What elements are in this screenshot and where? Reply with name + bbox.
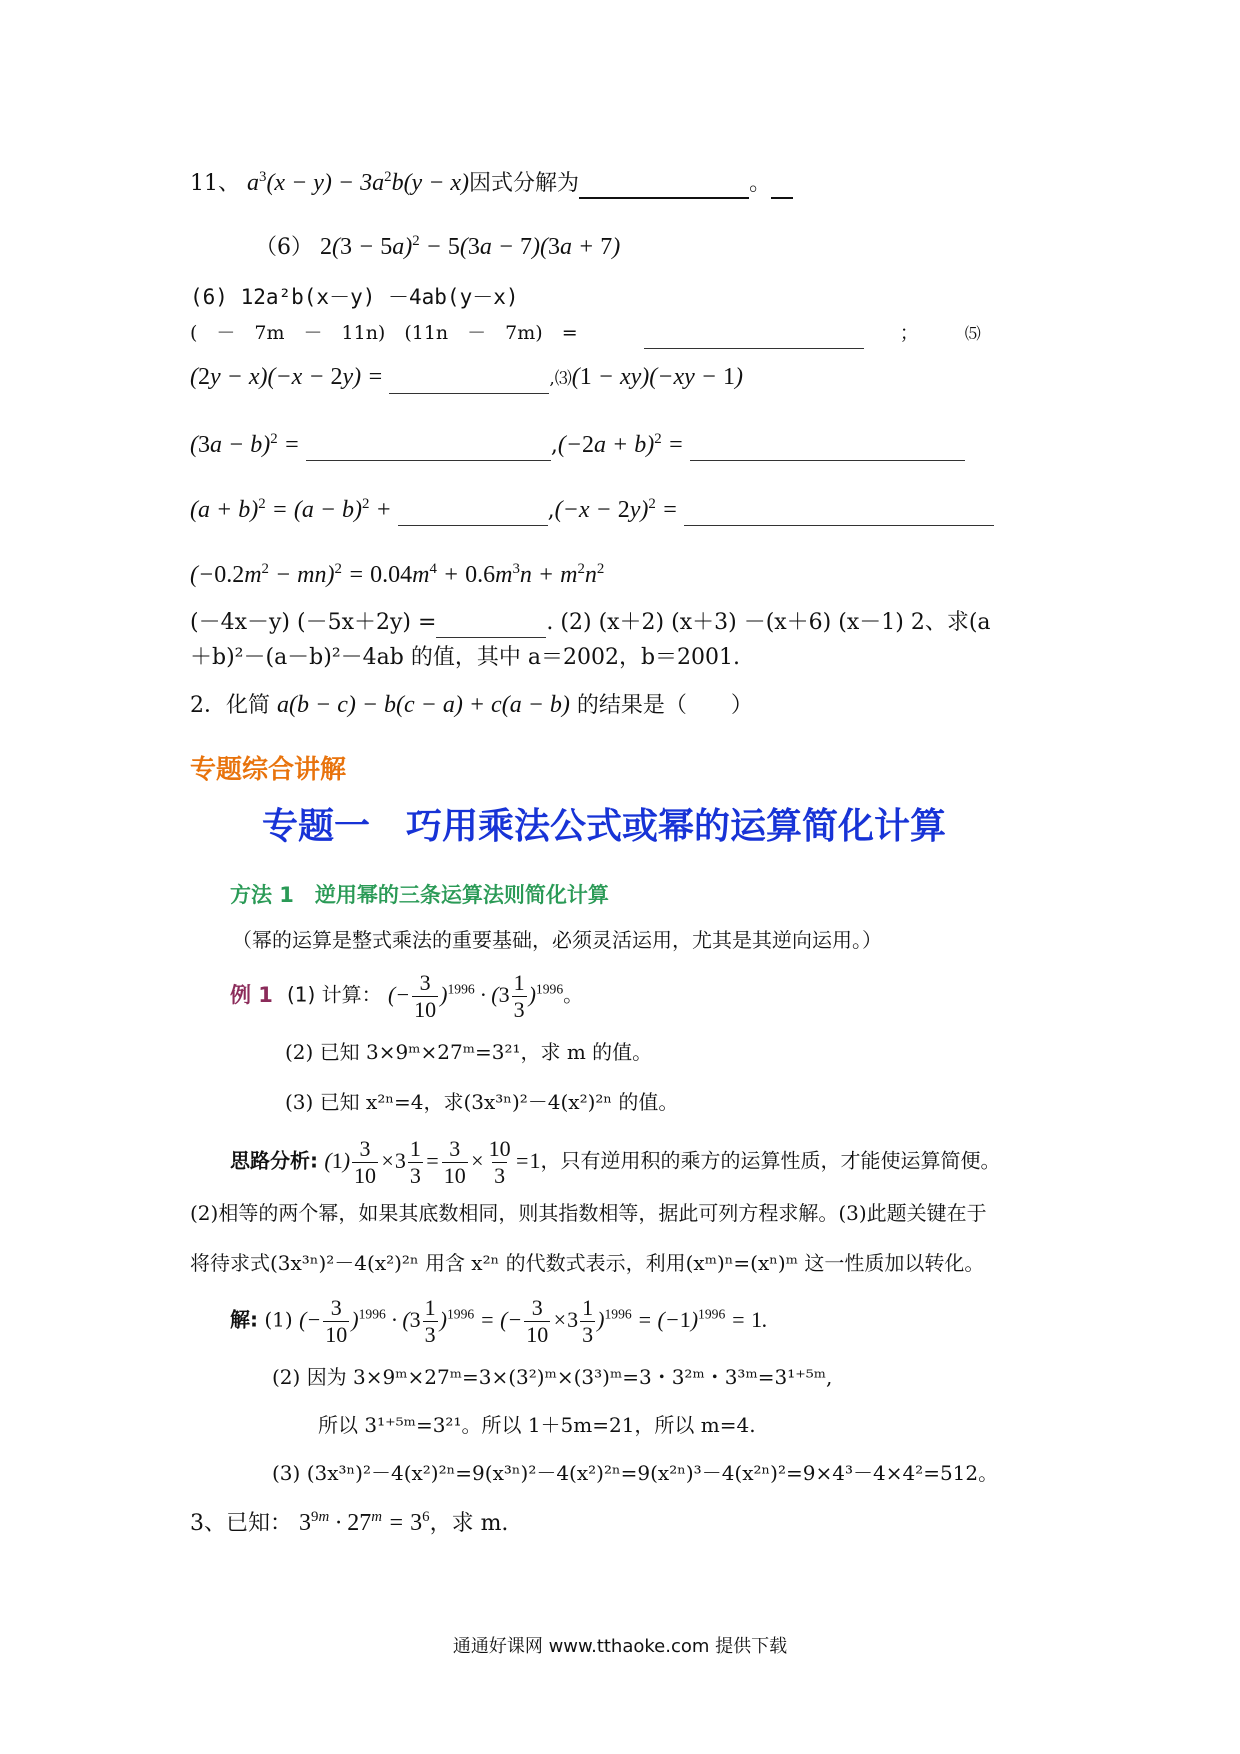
section-heading: 专题综合讲解 [190,755,347,785]
solution-p1: 解: (1) (− $\frac{3}{10}$ )$^{1996}$ · (3 $\frac{1}{3}$ )$^{1996}$ = (− $\frac{3}{10}$ ×3 $\frac{1}{3}$ )$^{1996} = (-1)^{1996} = 1$. [230,1295,768,1347]
method-title: 方法 1 逆用幂的三条运算法则简化计算 [230,883,609,907]
question-2y: (2y − x)(−x − 2y) = ,⑶(1 − xy)(−xy − 1) [190,362,743,394]
question-2: 2．化简 a(b − c) − b(c − a) + c(a − b) 的结果是（ ） [190,692,753,718]
question-7m: ( － 7m － 11n) (11n － 7m) = ； ⑸ [190,318,981,349]
answer-blank [579,173,749,199]
question-square-2: $(a + b)^2 = (a - b)^2 + ,(-x - 2y)^2$ = [190,495,994,526]
analysis-p3: 将待求式(3x³ⁿ)²－4(x²)²ⁿ 用含 x²ⁿ 的代数式表示，利用(xᵐ)ⁿ=(xⁿ)ᵐ 这一性质加以转化。 [190,1251,985,1275]
q2-expression: a(b − c) − b(c − a) + c(a − b) [277,692,570,718]
answer-blank [389,369,549,394]
topic-title: 专题一 巧用乘法公式或幂的运算简化计算 [262,806,947,847]
question-square-1: $(3a - b)^2 = ,(-2a + b)^2$ = [190,430,965,461]
footer: 通通好课网 www.tthaoke.com 提供下载 [452,1636,788,1657]
example-1-p1: 例 1 (1) 计算： (− $\frac{3}{10}$ )$^{1996}$ · (3 $\frac{1}{3}$ )$^{1996}$。 [230,970,584,1022]
analysis-label: 思路分析: [230,1148,318,1173]
q6a-expression: $2(3 - 5a)^2 - 5(3a - 7)(3a + 7)$ [320,233,621,260]
analysis-p2: (2)相等的两个幂，如果其底数相同，则其指数相等，据此可列方程求解。(3)此题关键在于 [190,1201,987,1225]
solution-p3: (3) (3x³ⁿ)²－4(x²)²ⁿ=9(x³ⁿ)²－4(x²)²ⁿ=9(x²ⁿ)³－4(x²ⁿ)²=9×4³－4×4²=512。 [272,1461,999,1485]
analysis-p1: 思路分析: (1) $\frac{3}{10}$ ×3 $\frac{1}{3}$ = $\frac{3}{10}$ × $\frac{10}{3}$ =1，只有逆用积的乘方的运算性质，才能使运算简便。 [230,1136,1001,1188]
note: （幂的运算是整式乘法的重要基础，必须灵活运用，尤其是其逆向运用。） [232,928,882,952]
question-6b: (6) 12a²b(x－y) －4ab(y－x) [190,285,519,309]
answer-blank [690,436,965,461]
answer-blank [306,436,551,461]
answer-blank [398,501,548,526]
example-1-p3: (3) 已知 x²ⁿ=4，求(3x³ⁿ)²－4(x²)²ⁿ 的值。 [285,1090,679,1114]
example-1-p2: (2) 已知 3×9ᵐ×27ᵐ=3²¹，求 m 的值。 [285,1040,653,1064]
solution-label: 解: [230,1307,258,1332]
example-label: 例 1 [230,982,273,1007]
answer-blank [684,501,994,526]
q3-expression: $3^{9m} \cdot 27^m = 3^6$ [299,1509,430,1536]
question-long-2: ＋b)²－(a－b)²－4ab 的值，其中 a＝2002，b＝2001. [190,645,741,670]
question-6a: （6） $2(3 - 5a)^2 - 5(3a - 7)(3a + 7)$ [255,233,621,260]
answer-blank [644,324,864,349]
q11-expression: $a^3(x - y) - 3a^2b(y - x)$ [247,169,470,196]
answer-blank [436,613,546,638]
question-3: 3、已知： $3^{9m} \cdot 27^m = 3^6$，求 m. [190,1509,509,1536]
solution-p2: (2) 因为 3×9ᵐ×27ᵐ=3×(3²)ᵐ×(3³)ᵐ=3・3²ᵐ・3³ᵐ=3¹⁺⁵ᵐ, [272,1365,833,1389]
question-long-1: (－4x－y) (－5x＋2y) = . (2) (x＋2) (x＋3) －(x＋6) (x－1) 2、求(a [190,608,991,638]
question-11: 11、 $a^3(x - y) - 3a^2b(y - x)$因式分解为 。 [190,168,793,199]
solution-p2b: 所以 3¹⁺⁵ᵐ=3²¹。所以 1＋5m=21，所以 m=4. [318,1413,756,1437]
question-square-3: $(-0.2m^2 - mn)^2 = 0.04m^4 + 0.6m^3n + m^2n^2$ [190,561,605,588]
